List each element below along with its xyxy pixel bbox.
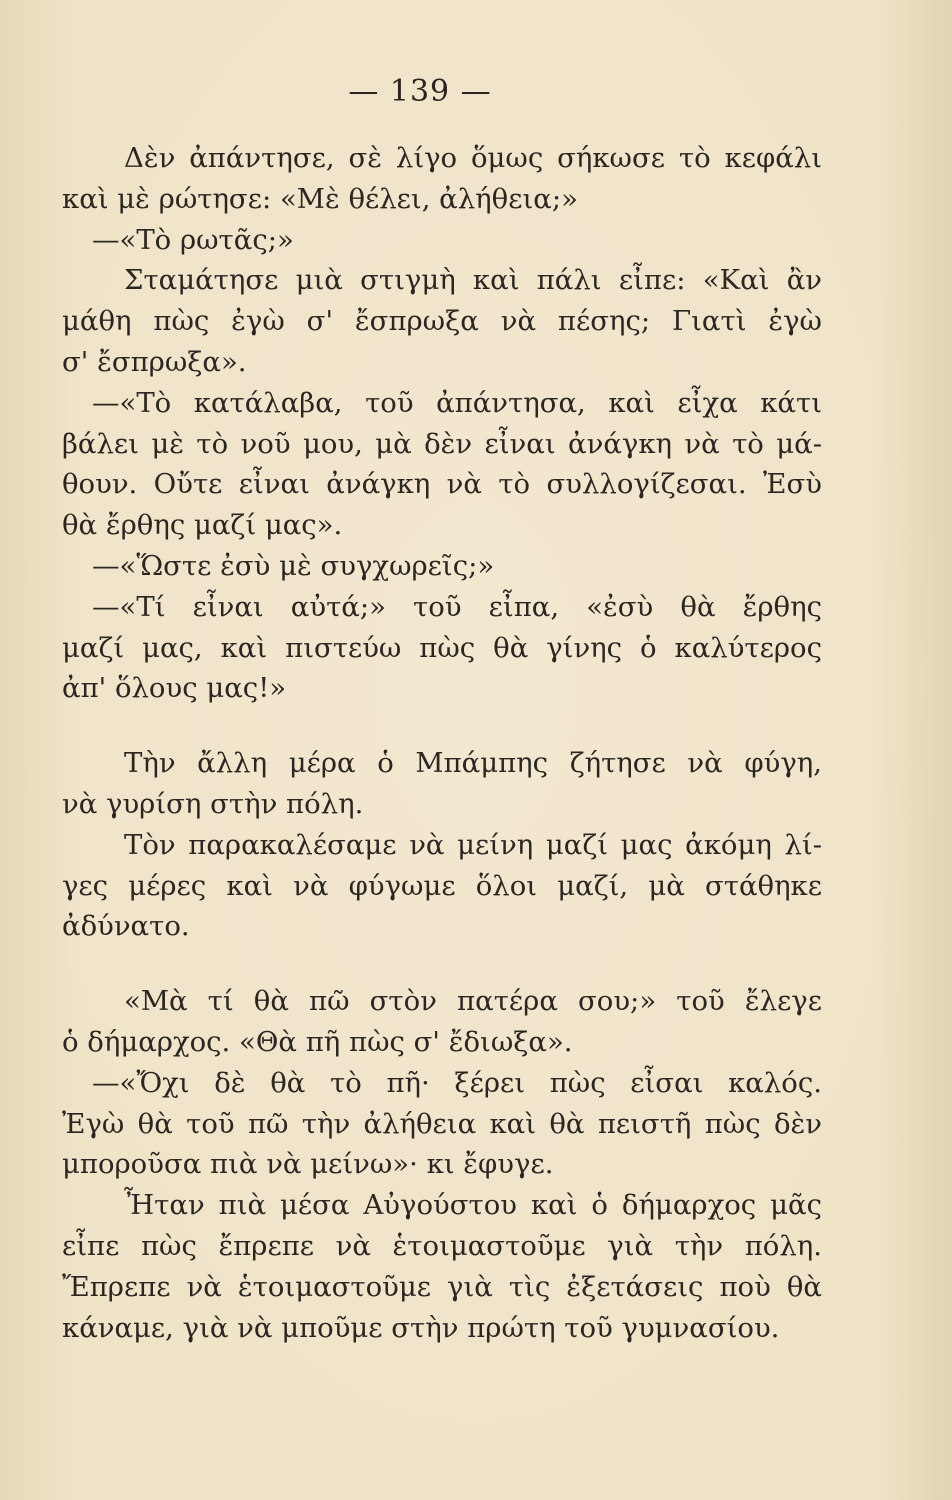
text-line: θὰ ἔρθης μαζί μας». xyxy=(62,509,343,542)
text-line: Τὴν ἄλλη μέρα ὁ Μπάμπης ζήτησε νὰ φύγη, xyxy=(124,747,822,780)
text-line: μποροῦσα πιὰ νὰ μείνω»· κι ἔφυγε. xyxy=(62,1148,554,1181)
text-line: ὁ δήμαρχος. «Θὰ πῆ πὼς σ' ἔδιωξα». xyxy=(62,1025,573,1058)
text-line: —«Ὄχι δὲ θὰ τὸ πῆ· ξέρει πὼς εἶσαι καλός. xyxy=(92,1066,822,1099)
paragraph-gap xyxy=(62,947,822,981)
text-line: —«Ὥστε ἐσὺ μὲ συγχωρεῖς;» xyxy=(92,549,495,582)
text-line: ἀδύνατο. xyxy=(62,910,190,943)
text-line: κάναμε, γιὰ νὰ μποῦμε στὴν πρώτη τοῦ γυμνασίου. xyxy=(62,1311,780,1344)
page-number: — 139 — xyxy=(348,74,492,109)
text-line: μαζί μας, καὶ πιστεύω πὼς θὰ γίνης ὁ καλύτερος xyxy=(62,631,822,664)
text-line: Δὲν ἀπάντησε, σὲ λίγο ὅμως σήκωσε τὸ κεφάλι xyxy=(124,142,822,174)
text-line: —«Τὸ κατάλαβα, τοῦ ἀπάντησα, καὶ εἶχα κάτι xyxy=(92,386,822,419)
text-line: θουν. Οὔτε εἶναι ἀνάγκη νὰ τὸ συλλογίζεσαι. Ἐσὺ xyxy=(62,468,822,501)
paragraph-gap xyxy=(62,709,822,743)
text-line: ἀπ' ὅλους μας!» xyxy=(62,672,287,705)
text-line: Τὸν παρακαλέσαμε νὰ μείνη μαζί μας ἀκόμη λί- xyxy=(124,828,822,861)
text-line: βάλει μὲ τὸ νοῦ μου, μὰ δὲν εἶναι ἀνάγκη νὰ τὸ μά- xyxy=(62,427,822,460)
text-line: μάθη πὼς ἐγὼ σ' ἔσπρωξα νὰ πέσης; Γιατὶ ἐγὼ xyxy=(62,305,822,338)
text-line: γες μέρες καὶ νὰ φύγωμε ὅλοι μαζί, μὰ στάθηκε xyxy=(62,869,822,902)
text-line: Σταμάτησε μιὰ στιγμὴ καὶ πάλι εἶπε: «Καὶ ἂν xyxy=(124,264,822,297)
text-line: —«Τί εἶναι αὐτά;» τοῦ εἶπα, «ἐσὺ θὰ ἔρθης xyxy=(92,590,822,623)
text-line: καὶ μὲ ρώτησε: «Μὲ θέλει, ἀλήθεια;» xyxy=(62,182,578,215)
text-line: Ἔπρεπε νὰ ἑτοιμαστοῦμε γιὰ τὶς ἐξετάσεις ποὺ θὰ xyxy=(62,1270,822,1303)
text-line: Ἐγὼ θὰ τοῦ πῶ τὴν ἀλήθεια καὶ θὰ πειστῆ πὼς δὲν xyxy=(62,1107,822,1140)
body-text xyxy=(62,138,822,1348)
text-line: —«Τὸ ρωτᾶς;» xyxy=(92,223,294,256)
text-line: Ἦταν πιὰ μέσα Αὐγούστου καὶ ὁ δήμαρχος μᾶς xyxy=(124,1189,822,1222)
text-line: νὰ γυρίση στὴν πόλη. xyxy=(62,787,364,820)
text-line: εἶπε πὼς ἔπρεπε νὰ ἑτοιμαστοῦμε γιὰ τὴν πόλη. xyxy=(62,1229,822,1262)
text-line: «Μὰ τί θὰ πῶ στὸν πατέρα σου;» τοῦ ἔλεγε xyxy=(124,985,822,1018)
text-line: σ' ἔσπρωξα». xyxy=(62,345,247,378)
